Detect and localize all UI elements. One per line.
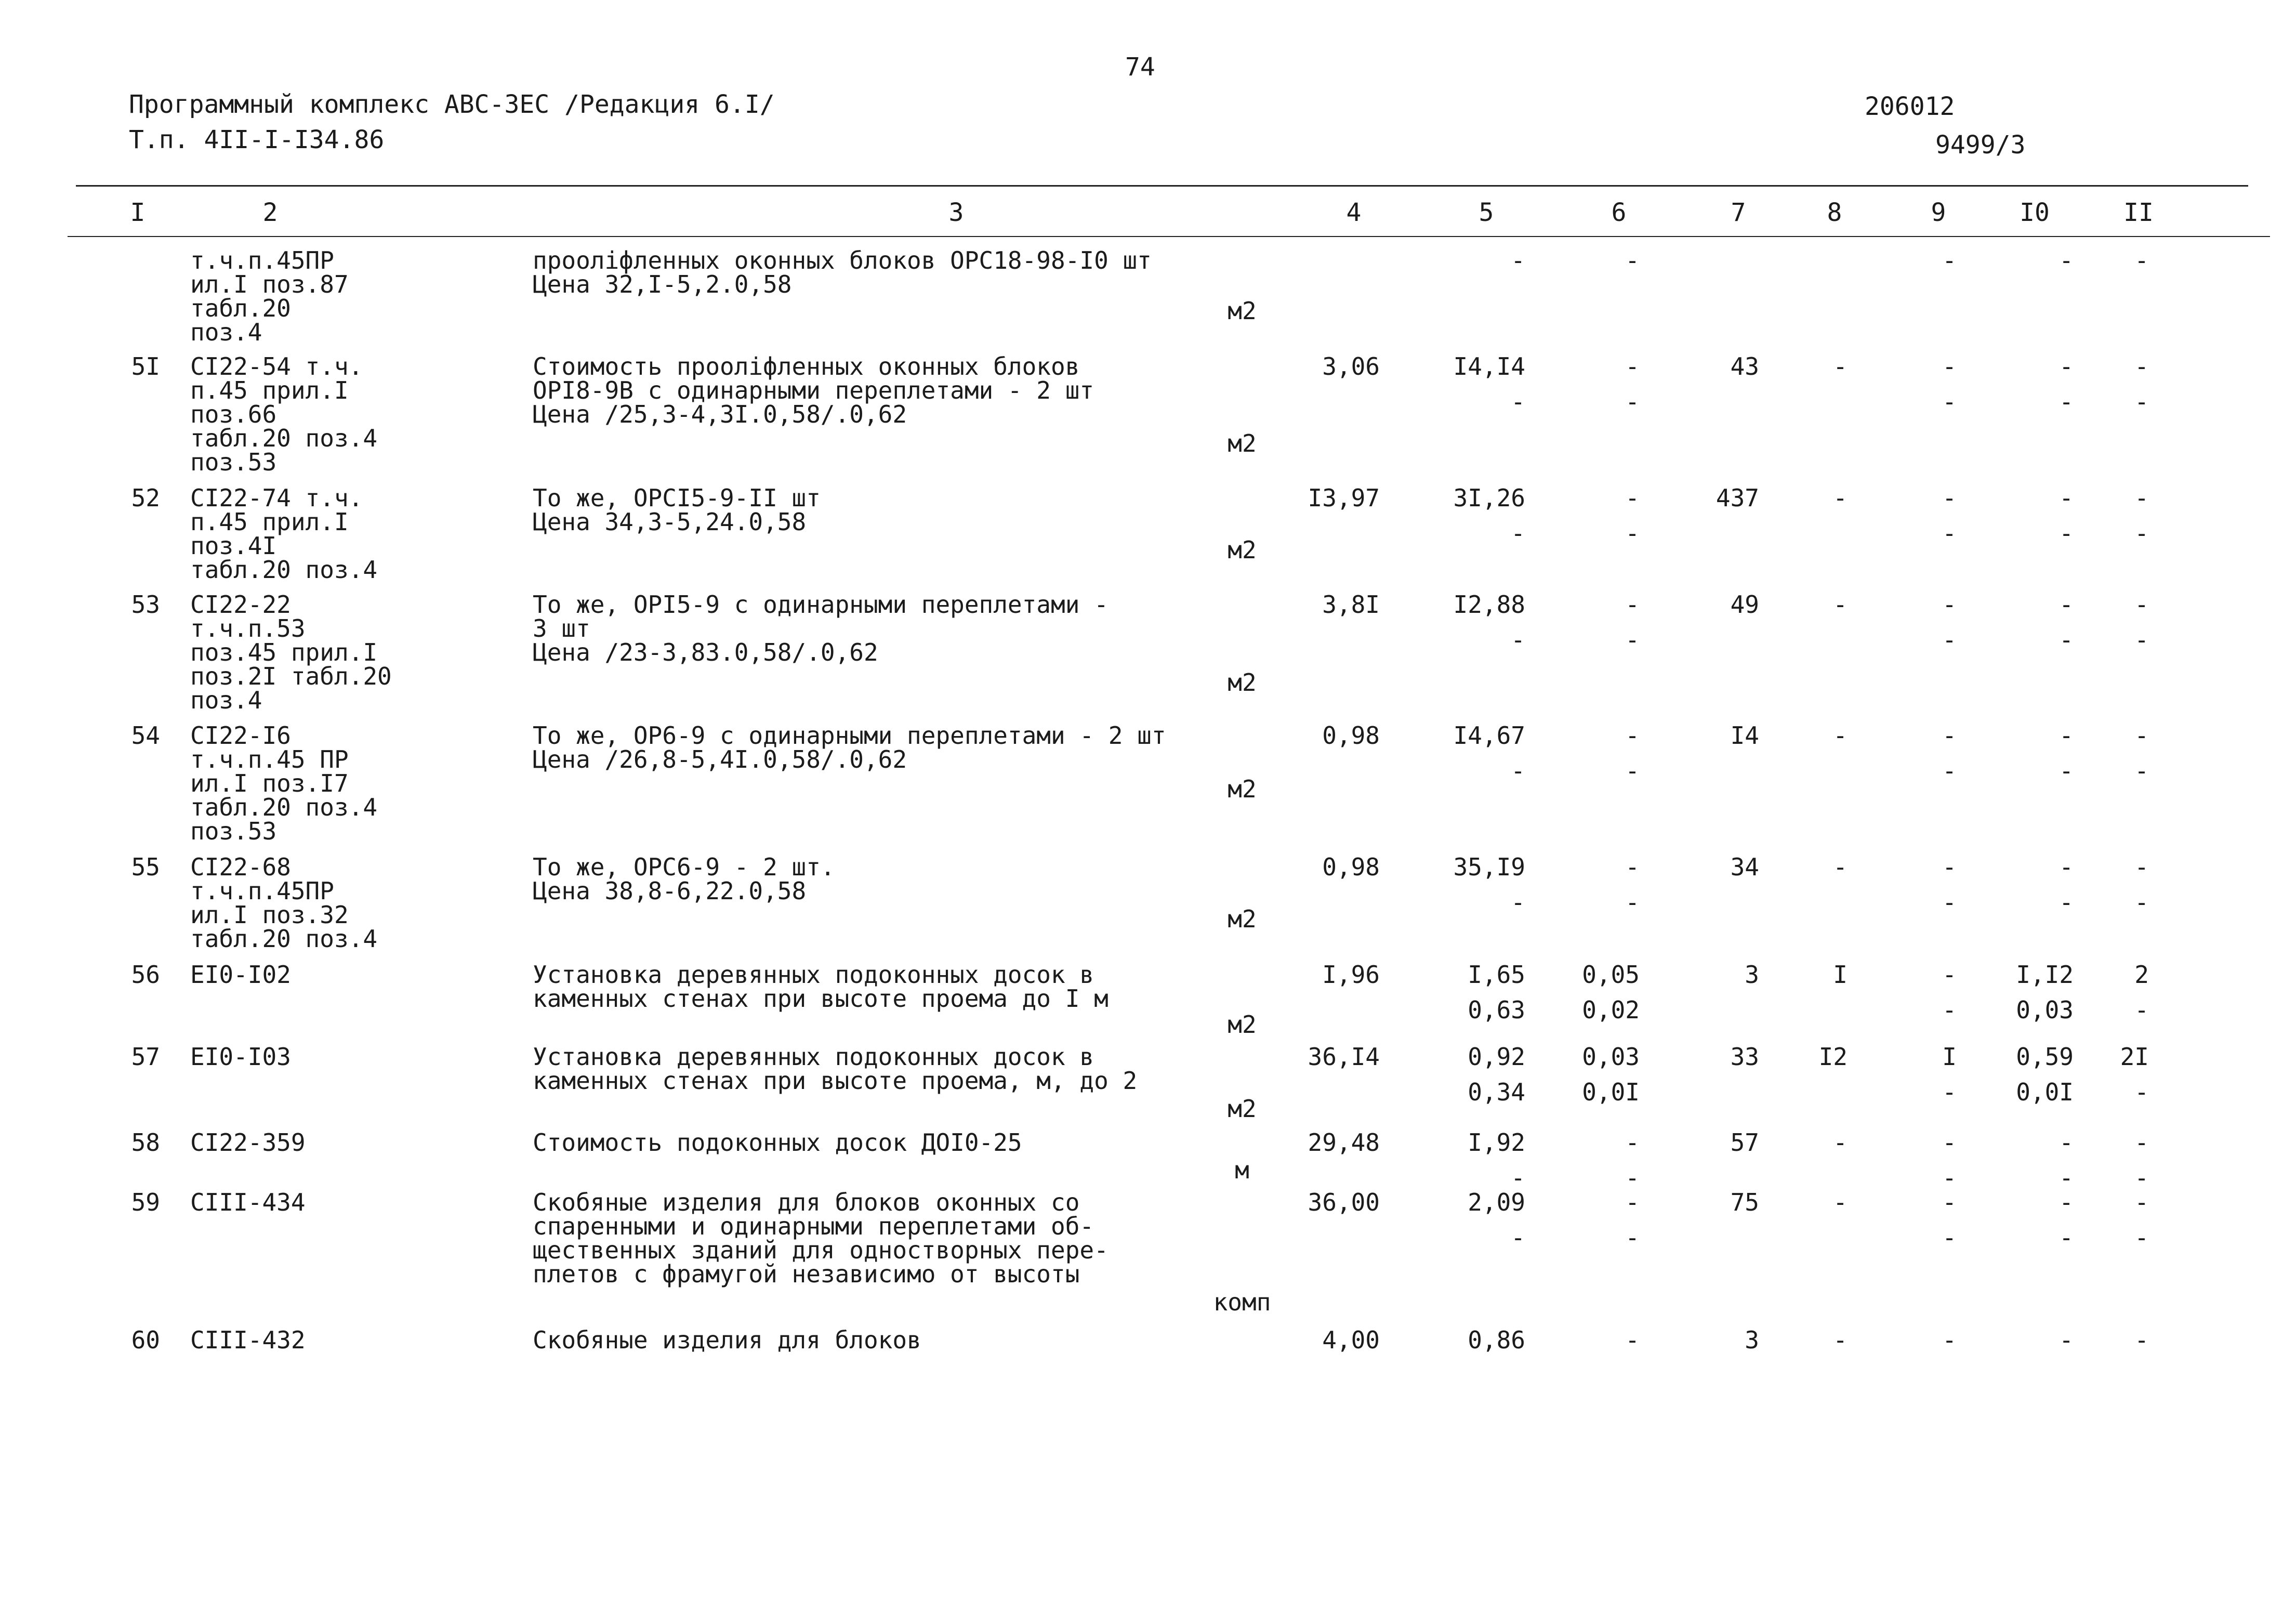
row-description-line: То же, ОРС6-9 - 2 шт.	[533, 853, 835, 881]
col-7-value: 34	[1730, 853, 1759, 881]
row-code-line: ил.I поз.87	[190, 270, 349, 298]
col-10-value: -	[2059, 1128, 2074, 1157]
col-6-value: -	[1625, 1326, 1640, 1354]
col-4-value: 36,00	[1308, 1188, 1380, 1216]
row-description-line: Установка деревянных подоконных досок в	[533, 1043, 1094, 1071]
row-description-line: Цена /25,3-4,3I.0,58/.0,62	[533, 400, 907, 428]
col-8-value: -	[1833, 484, 1848, 512]
row-number: 52	[131, 484, 160, 512]
row-description-line: плетов с фрамугой независимо от высоты	[533, 1260, 1080, 1288]
col-9-value: -	[1942, 388, 1957, 416]
row-code-line: поз.66	[190, 400, 277, 428]
col-5-value: I,65	[1468, 961, 1525, 989]
col-5-value: -	[1511, 888, 1525, 916]
column-header-6: 6	[1611, 198, 1627, 227]
row-unit: м2	[1228, 429, 1257, 457]
row-code-line: СI22-74 т.ч.	[190, 484, 363, 512]
col-5-value: I,92	[1468, 1128, 1525, 1157]
row-unit: м2	[1228, 905, 1257, 933]
row-code-line: поз.53	[190, 448, 277, 476]
col-5-value: 0,34	[1468, 1078, 1525, 1106]
column-header-7: 7	[1731, 198, 1746, 227]
col-5-value: 0,92	[1468, 1043, 1525, 1071]
column-header-11: II	[2123, 198, 2154, 227]
col-11-value: -	[2134, 1326, 2149, 1354]
col-9-value: I	[1942, 1043, 1957, 1071]
col-5-value: -	[1511, 626, 1525, 654]
col-11-value: 2I	[2120, 1043, 2149, 1071]
col-9-value: -	[1942, 626, 1957, 654]
col-5-value: 0,86	[1468, 1326, 1525, 1354]
col-10-value: -	[2059, 757, 2074, 785]
row-code-line: СI22-I6	[190, 721, 291, 750]
column-header-3: 3	[948, 198, 964, 227]
col-9-value: -	[1942, 246, 1957, 274]
row-code-line: табл.20 поз.4	[190, 793, 378, 821]
col-5-value: -	[1511, 519, 1525, 547]
col-11-value: -	[2134, 888, 2149, 916]
col-11-value: -	[2134, 1188, 2149, 1216]
row-description-line: Цена 34,3-5,24.0,58	[533, 508, 807, 536]
col-10-value: -	[2059, 721, 2074, 750]
row-description-line: Установка деревянных подоконных досок в	[533, 961, 1094, 989]
document-code: 206012	[1865, 92, 1955, 121]
col-9-value: -	[1942, 484, 1957, 512]
col-11-value: -	[2134, 590, 2149, 619]
col-4-value: 3,8I	[1322, 590, 1380, 619]
col-10-value: -	[2059, 352, 2074, 380]
col-10-value: I,I2	[2016, 961, 2074, 989]
col-5-value: -	[1511, 388, 1525, 416]
row-description-line: 3 шт	[533, 614, 590, 642]
col-9-value: -	[1942, 1188, 1957, 1216]
row-number: 53	[131, 590, 160, 619]
col-9-value: -	[1942, 519, 1957, 547]
row-number: 56	[131, 961, 160, 989]
row-unit: комп	[1213, 1288, 1271, 1316]
col-9-value: -	[1942, 590, 1957, 619]
col-7-value: 75	[1730, 1188, 1759, 1216]
row-number: 57	[131, 1043, 160, 1071]
col-8-value: -	[1833, 352, 1848, 380]
column-header-rule	[68, 236, 2270, 237]
col-11-value: -	[2134, 757, 2149, 785]
col-6-value: -	[1625, 721, 1640, 750]
col-6-value: -	[1625, 246, 1640, 274]
col-6-value: -	[1625, 352, 1640, 380]
col-5-value: -	[1511, 1224, 1525, 1252]
row-code-line: поз.45 прил.I	[190, 638, 378, 666]
row-description-line: Цена /26,8-5,4I.0,58/.0,62	[533, 745, 907, 773]
col-8-value: I2	[1818, 1043, 1848, 1071]
col-9-value: -	[1942, 721, 1957, 750]
col-5-value: -	[1511, 757, 1525, 785]
row-code-line: СI22-22	[190, 590, 291, 619]
col-9-value: -	[1942, 853, 1957, 881]
row-unit: м2	[1228, 297, 1257, 325]
row-number: 60	[131, 1326, 160, 1354]
col-4-value: I3,97	[1308, 484, 1380, 512]
row-number: 58	[131, 1128, 160, 1157]
row-description-line: спаренными и одинарными переплетами об-	[533, 1212, 1094, 1240]
col-10-value: -	[2059, 1188, 2074, 1216]
col-4-value: 0,98	[1322, 853, 1380, 881]
page-number: 74	[1125, 52, 1155, 82]
col-7-value: 3	[1745, 961, 1759, 989]
row-description-line: Цена /23-3,83.0,58/.0,62	[533, 638, 878, 666]
row-unit: м2	[1228, 536, 1257, 564]
col-5-value: I4,67	[1453, 721, 1525, 750]
col-10-value: -	[2059, 246, 2074, 274]
row-code-line: ил.I поз.32	[190, 901, 349, 929]
column-header-2: 2	[262, 198, 278, 227]
row-code-line: поз.4I	[190, 532, 277, 560]
col-11-value: -	[2134, 388, 2149, 416]
col-6-value: -	[1625, 519, 1640, 547]
col-9-value: -	[1942, 1078, 1957, 1106]
col-6-value: -	[1625, 626, 1640, 654]
col-10-value: -	[2059, 853, 2074, 881]
row-description-line: каменных стенах при высоте проема, м, до 2	[533, 1067, 1138, 1095]
col-10-value: -	[2059, 1164, 2074, 1192]
col-8-value: -	[1833, 1188, 1848, 1216]
col-10-value: -	[2059, 888, 2074, 916]
col-11-value: -	[2134, 853, 2149, 881]
col-10-value: -	[2059, 590, 2074, 619]
col-11-value: -	[2134, 721, 2149, 750]
row-code-line: т.ч.п.45ПР	[190, 877, 334, 905]
col-10-value: 0,03	[2016, 996, 2074, 1024]
col-9-value: -	[1942, 1326, 1957, 1354]
row-code-line: табл.20	[190, 294, 291, 322]
row-code-line: поз.4	[190, 318, 262, 346]
row-code-line: табл.20 поз.4	[190, 556, 378, 584]
row-description-line: Цена 32,I-5,2.0,58	[533, 270, 792, 298]
row-code-line: поз.53	[190, 817, 277, 845]
col-8-value: -	[1833, 721, 1848, 750]
col-7-value: 33	[1730, 1043, 1759, 1071]
col-4-value: 36,I4	[1308, 1043, 1380, 1071]
col-8-value: -	[1833, 853, 1848, 881]
col-6-value: -	[1625, 1164, 1640, 1192]
row-code-line: п.45 прил.I	[190, 508, 349, 536]
col-4-value: 3,06	[1322, 352, 1380, 380]
row-code-line: табл.20 поз.4	[190, 424, 378, 452]
col-5-value: -	[1511, 1164, 1525, 1192]
col-5-value: 0,63	[1468, 996, 1525, 1024]
col-7-value: I4	[1730, 721, 1759, 750]
row-description-line: То же, ОРСI5-9-II шт	[533, 484, 821, 512]
row-number: 59	[131, 1188, 160, 1216]
row-unit: м2	[1228, 668, 1257, 697]
col-8-value: -	[1833, 590, 1848, 619]
col-6-value: -	[1625, 757, 1640, 785]
col-9-value: -	[1942, 1164, 1957, 1192]
column-header-1: I	[130, 198, 146, 227]
col-11-value: -	[2134, 1164, 2149, 1192]
row-description-line: Стоимость прооліфленных оконных блоков	[533, 352, 1080, 380]
col-6-value: -	[1625, 853, 1640, 881]
col-10-value: -	[2059, 1326, 2074, 1354]
col-9-value: -	[1942, 1224, 1957, 1252]
col-9-value: -	[1942, 961, 1957, 989]
col-9-value: -	[1942, 757, 1957, 785]
col-11-value: -	[2134, 484, 2149, 512]
row-code-line: п.45 прил.I	[190, 376, 349, 404]
col-4-value: I,96	[1322, 961, 1380, 989]
document-reference: 9499/3	[1935, 130, 2026, 160]
col-6-value: 0,05	[1582, 961, 1640, 989]
row-description-line: каменных стенах при высоте проема до I м	[533, 984, 1109, 1013]
col-8-value: I	[1833, 961, 1848, 989]
column-header-5: 5	[1479, 198, 1494, 227]
col-5-value: I4,I4	[1453, 352, 1525, 380]
col-5-value: 3I,26	[1453, 484, 1525, 512]
row-code-line: ЕI0-I02	[190, 961, 291, 989]
col-11-value: 2	[2134, 961, 2149, 989]
row-unit: м2	[1228, 1010, 1257, 1039]
row-code-line: ЕI0-I03	[190, 1043, 291, 1071]
col-10-value: -	[2059, 484, 2074, 512]
col-10-value: -	[2059, 1224, 2074, 1252]
col-11-value: -	[2134, 996, 2149, 1024]
col-9-value: -	[1942, 1128, 1957, 1157]
col-11-value: -	[2134, 1078, 2149, 1106]
row-code-line: поз.2I табл.20	[190, 662, 392, 690]
row-code-line: СI22-359	[190, 1128, 306, 1157]
row-code-line: ил.I поз.I7	[190, 769, 349, 797]
row-code-line: т.ч.п.53	[190, 614, 306, 642]
col-9-value: -	[1942, 352, 1957, 380]
col-6-value: -	[1625, 590, 1640, 619]
col-6-value: 0,0I	[1582, 1078, 1640, 1106]
col-4-value: 0,98	[1322, 721, 1380, 750]
header-line-2: Т.п. 4II-I-I34.86	[129, 125, 385, 154]
col-9-value: -	[1942, 888, 1957, 916]
column-header-4: 4	[1346, 198, 1362, 227]
col-5-value: 35,I9	[1453, 853, 1525, 881]
col-10-value: -	[2059, 388, 2074, 416]
column-header-8: 8	[1827, 198, 1842, 227]
column-header-10: I0	[2020, 198, 2050, 227]
col-10-value: 0,0I	[2016, 1078, 2074, 1106]
col-6-value: -	[1625, 388, 1640, 416]
row-description-line: Стоимость подоконных досок ДОI0-25	[533, 1128, 1022, 1157]
row-code-line: СIII-432	[190, 1326, 306, 1354]
col-11-value: -	[2134, 626, 2149, 654]
col-6-value: 0,03	[1582, 1043, 1640, 1071]
row-code-line: поз.4	[190, 686, 262, 714]
col-5-value: 2,09	[1468, 1188, 1525, 1216]
col-4-value: 4,00	[1322, 1326, 1380, 1354]
row-code-line: СI22-54 т.ч.	[190, 352, 363, 380]
row-description-line: ОРI8-9В с одинарными переплетами - 2 шт	[533, 376, 1094, 404]
row-description-line: Цена 38,8-6,22.0,58	[533, 877, 807, 905]
row-description-line: прооліфленных оконных блоков ОРС18-98-I0 шт	[533, 246, 1152, 274]
row-description-line: То же, ОРI5-9 с одинарными переплетами -	[533, 590, 1109, 619]
col-7-value: 43	[1730, 352, 1759, 380]
row-description-line: Скобяные изделия для блоков	[533, 1326, 921, 1354]
col-5-value: I2,88	[1453, 590, 1525, 619]
col-6-value: -	[1625, 888, 1640, 916]
row-number: 5I	[131, 352, 160, 380]
col-6-value: -	[1625, 484, 1640, 512]
col-7-value: 49	[1730, 590, 1759, 619]
column-header-9: 9	[1931, 198, 1946, 227]
row-unit: м2	[1228, 775, 1257, 803]
row-code-line: СIII-434	[190, 1188, 306, 1216]
col-9-value: -	[1942, 996, 1957, 1024]
row-code-line: СI22-68	[190, 853, 291, 881]
col-8-value: -	[1833, 1128, 1848, 1157]
col-5-value: -	[1511, 246, 1525, 274]
col-10-value: 0,59	[2016, 1043, 2074, 1071]
col-11-value: -	[2134, 519, 2149, 547]
col-6-value: -	[1625, 1188, 1640, 1216]
col-4-value: 29,48	[1308, 1128, 1380, 1157]
col-6-value: 0,02	[1582, 996, 1640, 1024]
row-number: 54	[131, 721, 160, 750]
top-rule	[76, 185, 2248, 187]
row-unit: м	[1235, 1156, 1249, 1184]
row-code-line: табл.20 поз.4	[190, 925, 378, 953]
col-11-value: -	[2134, 1128, 2149, 1157]
col-11-value: -	[2134, 1224, 2149, 1252]
row-code-line: т.ч.п.45ПР	[190, 246, 334, 274]
col-7-value: 437	[1716, 484, 1759, 512]
col-6-value: -	[1625, 1224, 1640, 1252]
col-6-value: -	[1625, 1128, 1640, 1157]
row-description-line: То же, ОР6-9 с одинарными переплетами - 2 шт	[533, 721, 1166, 750]
header-line-1: Программный комплекс АВС-3ЕС /Редакция 6.I/	[129, 90, 775, 119]
col-11-value: -	[2134, 352, 2149, 380]
row-number: 55	[131, 853, 160, 881]
col-7-value: 57	[1730, 1128, 1759, 1157]
row-unit: м2	[1228, 1095, 1257, 1123]
col-7-value: 3	[1745, 1326, 1759, 1354]
col-10-value: -	[2059, 626, 2074, 654]
col-11-value: -	[2134, 246, 2149, 274]
col-8-value: -	[1833, 1326, 1848, 1354]
row-description-line: Скобяные изделия для блоков оконных со	[533, 1188, 1080, 1216]
row-code-line: т.ч.п.45 ПР	[190, 745, 349, 773]
col-10-value: -	[2059, 519, 2074, 547]
row-description-line: щественных зданий для одностворных пере-	[533, 1236, 1109, 1264]
